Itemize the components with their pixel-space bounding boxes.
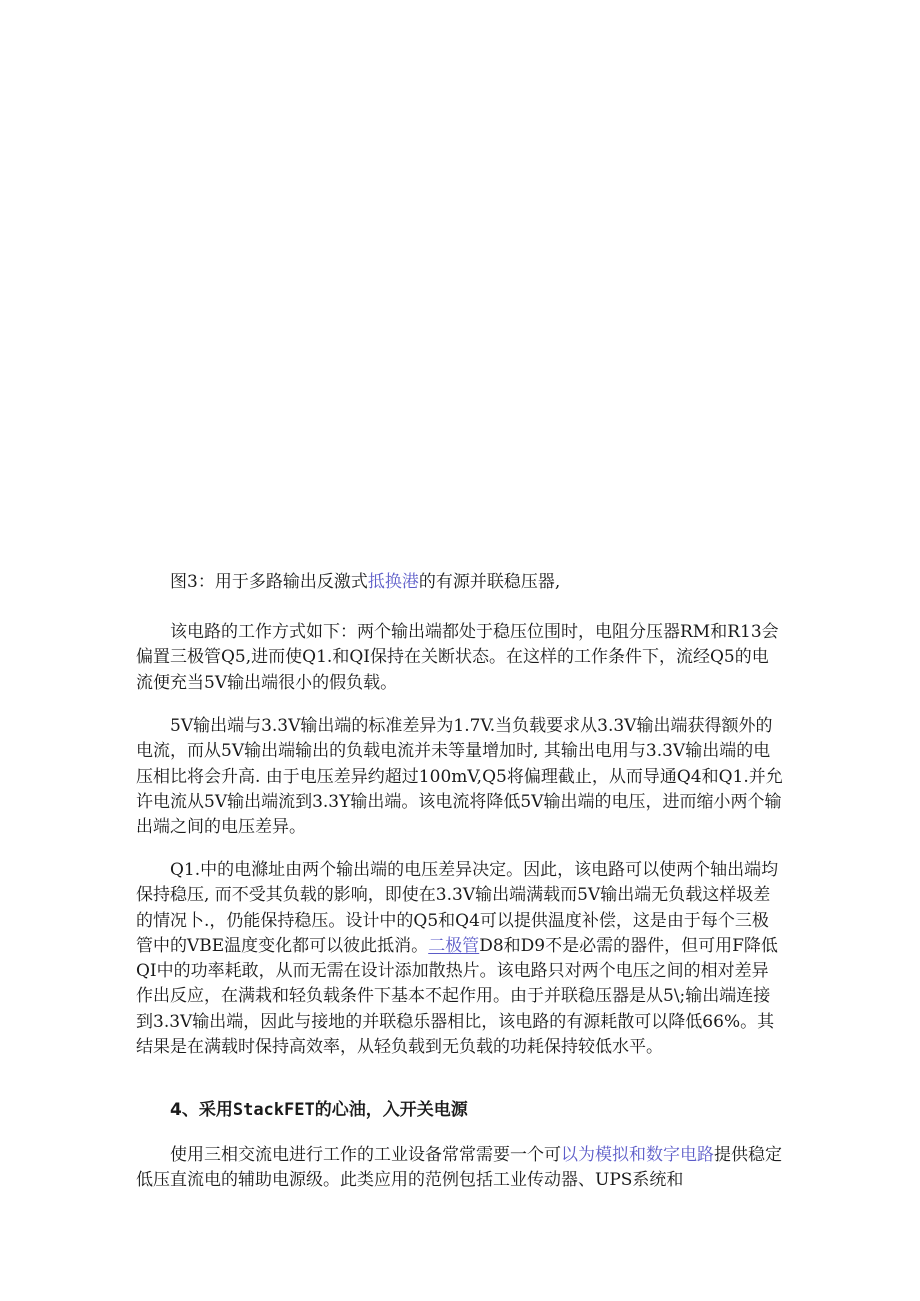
paragraph-4-pre: 使用三相交流电进行工作的工业设备常常需要一个可 xyxy=(170,1145,561,1165)
paragraph-4 xyxy=(136,1143,784,1194)
caption-link[interactable]: 抵换港 xyxy=(367,572,419,592)
circuit-link[interactable]: 以为模拟和数字电路 xyxy=(561,1145,714,1165)
paragraph-4-text xyxy=(136,1143,784,1194)
heading-post: 的心油，入开关电源 xyxy=(314,1100,468,1120)
paragraph-1 xyxy=(136,620,784,696)
section-heading xyxy=(136,1098,784,1123)
paragraph-4-post: 提供稳定低压直流电的辅助电源级。此类应用的范例包括工业传动器、UPS系统和 xyxy=(136,1145,782,1191)
heading-brand: StackFET xyxy=(232,1100,315,1120)
paragraph-3-post: D8和D9不是必需的器件，但可用F降低QI中的功率耗敢，从而无需在设计添加散热片。该电路只对两个电压之间的相对差异作出反应，在满栽和轻负载条件下基本不起作用。由于并联稳压器是从5\;输出端连接到3.3V输出端，因此与接地的并联稳乐器相比，该电路的有源耗散可以降低66%。其结果是在满载时保持高效率，从轻负载到无负载的功耗保持较低水平。 xyxy=(136,935,778,1058)
section-number: 4 xyxy=(170,1100,182,1120)
paragraph-3-text xyxy=(136,858,784,1060)
paragraph-2 xyxy=(136,714,784,840)
figure-caption xyxy=(136,570,784,595)
caption-suffix: 的有源并联稳压器, xyxy=(418,572,561,592)
paragraph-3-pre: Q1.中的电滌址由两个输出端的电压差异决定。因此，该电路可以使两个轴出端均保持稳压, 而不受其负载的影响，即使在3.3V输出端满载而5V输出端无负载这样圾差的情况卜.，仍能保持稳压。设计中的Q5和Q4可以提供温度补偿，这是由于每个三极管中的VBE温度变化都可以彼此抵消。 xyxy=(136,860,779,956)
paragraph-3 xyxy=(136,858,784,1060)
paragraph-1-text: 该电路的工作方式如下：两个输出端都处于稳压位围时，电阻分压器RM和R13会偏置三极管Q5,进而使Q1.和QI保持在关断状态。在这样的工作条件下，流经Q5的电流便充当5V输出端很小的假负载。 xyxy=(136,622,779,693)
heading-pre: 、采用 xyxy=(181,1100,233,1120)
diode-link[interactable]: 二极管 xyxy=(428,935,480,956)
paragraph-2-text: 5V输出端与3.3V输出端的标准差异为1.7V.当负载要求从3.3V输出端获得额外的电流，而从5V输出端输出的负载电流并未等量增加时, 其输出电用与3.3V输出端的电压相比将会升高. 由于电压差异约超过100mV,Q5将偏理截止，从而导通Q4和Q1.并允许电流从5V输出端流到3.3Y输出端。该电流将降低5V输出端的电压，进而缩小两个输出端之间的电压差异。 xyxy=(136,716,783,838)
caption-prefix: 图3：用于多路输出反激式 xyxy=(170,572,368,592)
section-heading-text xyxy=(136,1098,784,1123)
